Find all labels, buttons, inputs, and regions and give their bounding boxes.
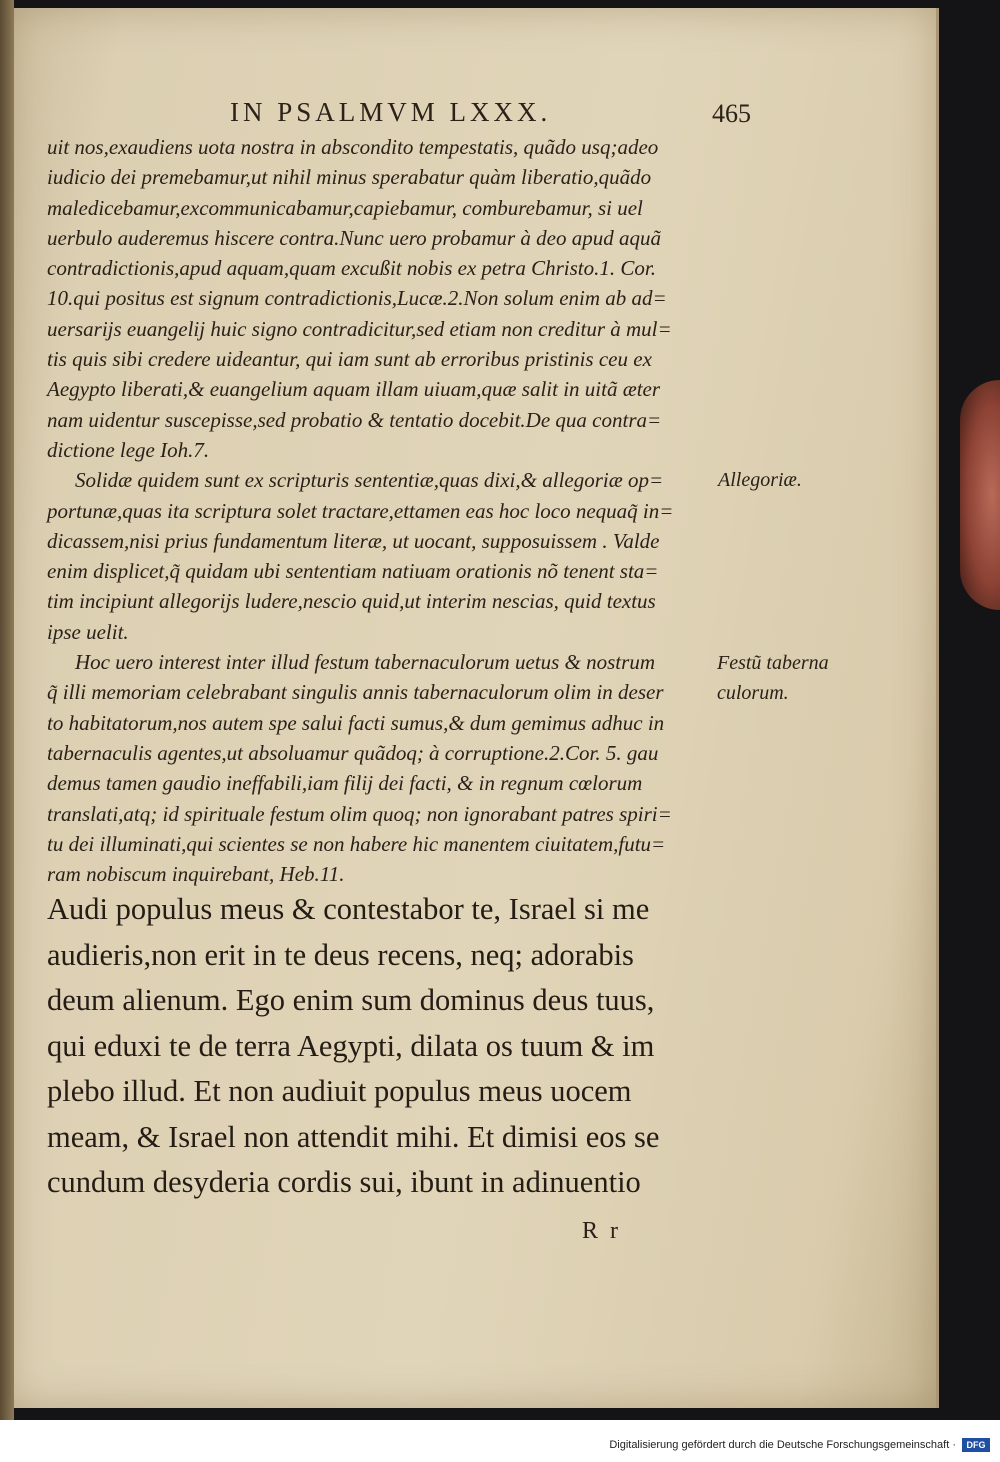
text-line: contradictionis,apud aquam,quam excußit nobis ex petra Christo.1. Cor. — [47, 256, 656, 281]
psalm-line: qui eduxi te de terra Aegypti, dilata os tuum & im — [47, 1028, 655, 1063]
text-line: nam uidentur suscepisse,sed probatio & tentatio docebit.De qua contra= — [47, 407, 662, 432]
margin-note-festum: Festũ taberna — [717, 652, 829, 674]
text-line: Solidæ quidem sunt ex scripturis sententiæ,quas dixi,& allegoriæ op= — [75, 468, 664, 493]
text-line: uerbulo auderemus hiscere contra.Nunc uero probamur à deo apud aquã — [47, 225, 661, 250]
text-line: dictione lege Ioh.7. — [47, 437, 210, 462]
psalm-line: plebo illud. Et non audiuit populus meus uocem — [47, 1074, 632, 1108]
page-edge — [0, 0, 14, 1420]
text-line: dicassem,nisi prius fundamentum literæ, ut uocant, supposuissem . Valde — [47, 528, 660, 553]
text-line: portunæ,quas ita scriptura solet tractare,ettamen eas hoc loco nequaq̃ in= — [47, 498, 674, 523]
psalm-line: meam, & Israel non attendit mihi. Et dimisi eos se — [47, 1119, 660, 1154]
commentary-text — [47, 132, 712, 889]
text-line: to habitatorum,nos autem spe salui facti sumus,& dum gemimus adhuc in — [47, 710, 665, 735]
text-line: tabernaculis agentes,ut absoluamur quãdoq; à corruptione.2.Cor. 5. gau — [47, 740, 659, 765]
page-number: 465 — [712, 99, 751, 128]
finger-shadow — [960, 380, 1000, 610]
running-header: IN PSALMVM LXXX. — [230, 97, 552, 127]
dfg-logo: DFG — [962, 1438, 990, 1452]
text-line: tim incipiunt allegorijs ludere,nescio quid,ut interim nescias, quid textus — [47, 589, 656, 614]
text-line: tu dei illuminati,qui scientes se non habere hic manentem ciuitatem,futu= — [47, 831, 666, 856]
signature-mark: R r — [582, 1218, 621, 1244]
text-line: ipse uelit. — [47, 619, 129, 644]
text-line: translati,atq; id spirituale festum olim quoq; non ignorabant patres spiri= — [47, 801, 672, 826]
text-line: demus tamen gaudio ineffabili,iam filij dei facti, & in regnum cœlorum — [47, 771, 643, 796]
text-line: 10.qui positus est signum contradictionis,Lucæ.2.Non solum enim ab ad= — [47, 286, 667, 311]
text-line: iudicio dei premebamur,ut nihil minus sperabatur quàm liberatio,quãdo — [47, 165, 652, 190]
text-line: uersarijs euangelij huic signo contradicitur,sed etiam non creditur à mul= — [47, 316, 672, 341]
text-line: enim displicet,q̃ quidam ubi sententiam natiuam orationis nõ tenent sta= — [47, 559, 659, 584]
footer-credit: Digitalisierung gefördert durch die Deutsche Forschungsgemeinschaft · — [609, 1439, 956, 1451]
text-line: ram nobiscum inquirebant, Heb.11. — [47, 862, 345, 887]
text-line: tis quis sibi credere uideantur, qui iam sunt ab erroribus pristinis ceu ex — [47, 347, 652, 372]
psalm-line: cundum desyderia cordis sui, ibunt in adinuentio — [47, 1165, 641, 1199]
text-line: Hoc uero interest inter illud festum tabernaculorum uetus & nostrum — [75, 650, 655, 675]
margin-note-festum-cont: culorum. — [717, 682, 789, 704]
text-line: Aegypto liberati,& euangelium aquam illam uiuam,quæ salit in uitã æter — [47, 377, 661, 402]
text-line: uit nos,exaudiens uota nostra in abscondito tempestatis, quãdo usq;adeo — [47, 135, 659, 159]
psalm-line: deum alienum. Ego enim sum dominus deus tuus, — [47, 983, 655, 1017]
text-line: q̃ illi memoriam celebrabant singulis annis tabernaculorum olim in deser — [47, 680, 664, 705]
margin-note-allegoriae: Allegoriæ. — [718, 469, 802, 491]
psalm-text — [47, 887, 717, 1206]
psalm-line: audieris,non erit in te deus recens, neq; adorabis — [47, 937, 634, 972]
psalm-line: Audi populus meus & contestabor te, Israel si me — [47, 892, 650, 926]
text-line: maledicebamur,excommunicabamur,capiebamur, comburebamur, si uel — [47, 195, 643, 220]
